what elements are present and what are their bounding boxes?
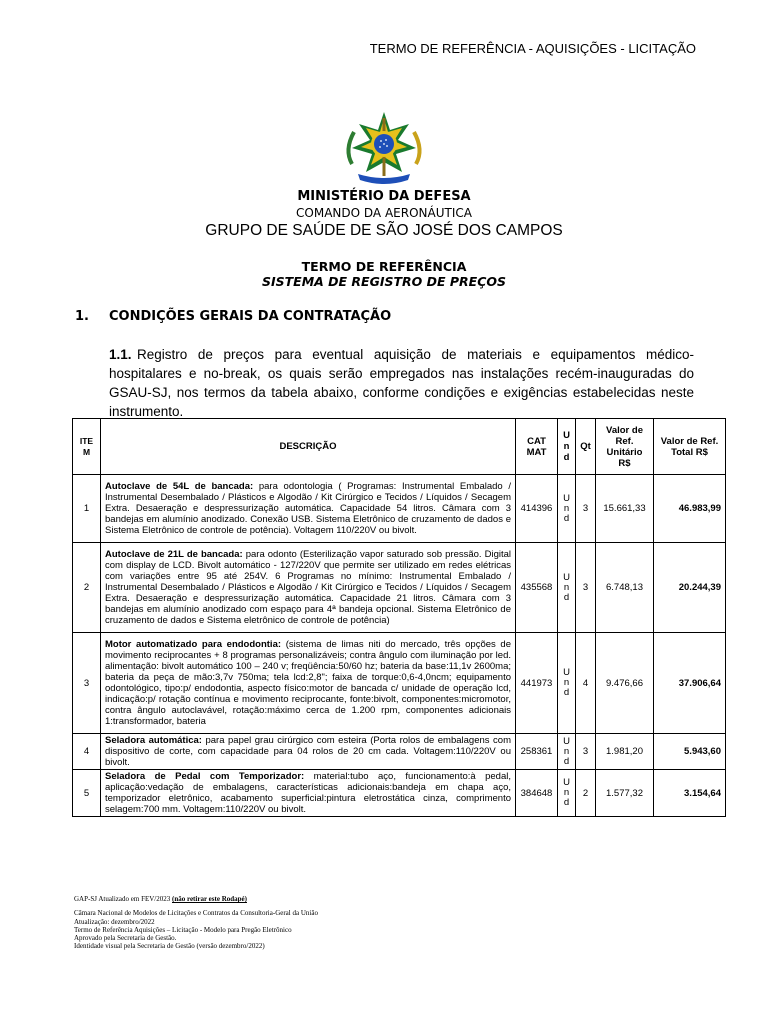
item-details: para odontologia ( Programas: Instrumental Embalado / Instrumental Desembalado / Plásticos e Algodão / Kit Cirúrgico e Tecidos / Líquidos / Secagem Extra. Desaeração e despressurização automática. Capacidade 54 litros. Câmara com 3 bandejas em alumínio anodizado. Conexão USB. Sistema Eletrônico de cruzamento de dados e Sistema Eletrônico de controle de potência). Voltagem 110/220V ou bivolt. xyxy=(105,481,511,536)
item-name: Autoclave de 21L de bancada: xyxy=(105,549,243,560)
coat-of-arms-emblem xyxy=(330,110,438,186)
table-row xyxy=(73,734,726,770)
cell-und: U n d xyxy=(558,770,576,817)
cell-description xyxy=(101,543,516,633)
section-paragraph xyxy=(109,345,694,421)
cell-qt: 3 xyxy=(576,543,596,633)
cell-qt: 2 xyxy=(576,770,596,817)
cell-qt: 4 xyxy=(576,633,596,734)
cell-und: U n d xyxy=(558,633,576,734)
cell-total-value: 20.244,39 xyxy=(654,543,726,633)
cell-description xyxy=(101,770,516,817)
ministry-name: MINISTÉRIO DA DEFESA xyxy=(297,189,471,204)
footer-line: Atualização: dezembro/2022 xyxy=(74,917,155,926)
page-footer xyxy=(74,895,474,951)
cell-item: 2 xyxy=(73,543,101,633)
cell-total-value: 46.983,99 xyxy=(654,475,726,543)
table-row xyxy=(73,543,726,633)
footer-update-note: GAP-SJ Atualizado em FEV/2023 xyxy=(74,895,172,903)
footer-line: Termo de Referência Aquisições – Licitação - Modelo para Pregão Eletrônico xyxy=(74,925,292,934)
section-title: CONDIÇÕES GERAIS DA CONTRATAÇÃO xyxy=(109,309,392,324)
cell-item: 5 xyxy=(73,770,101,817)
cell-total-value: 5.943,60 xyxy=(654,734,726,770)
header-unit-value: Valor de Ref. Unitário R$ xyxy=(596,419,654,475)
item-details: (sistema de limas niti do mercado, três opções de movimento reciprocantes + 8 programas personalizáveis; contra ângulo com iluminação por led. alimentação: bivolt automático 100 – 240 v; freqüência:50/60 hz; bateria da base:11,1v 2600ma; bateria da peça de mão:3,7v 750ma; tela lcd:2,8"; faixa de torque:0,6-4,0ncm; equipamento odontológico, tipo:p/ endodontia, aspecto físico:motor de bancada c/ unidade de operação lcd, indicação:p/ rotação contínua e movimento reciprocante, fonte:bivolt, componentes:micromotor, contra ângulo autoclavável, rotação:máximo cerca de 1.200 rpm, componentes adicionais 1:transformador, bateria xyxy=(105,639,511,727)
cell-unit-value: 6.748,13 xyxy=(596,543,654,633)
cell-item: 1 xyxy=(73,475,101,543)
table-row xyxy=(73,475,726,543)
cell-catmat: 435568 xyxy=(516,543,558,633)
item-name: Motor automatizado para endodontia: xyxy=(105,639,282,650)
footer-line: Aprovado pela Secretaria de Gestão. xyxy=(74,934,177,943)
command-name: COMANDO DA AERONÁUTICA xyxy=(296,206,472,220)
paragraph-text: Registro de preços para eventual aquisição de materiais e equipamentos médico-hospitalares e no-break, os quais serão empregados nas instalações recém-inauguradas do GSAU-SJ, nos termos da tabela abaixo, conforme condições e exigências estabelecidas neste instrumento. xyxy=(109,347,694,419)
item-name: Seladora automática: xyxy=(105,735,202,746)
paragraph-number: 1.1. xyxy=(109,347,132,362)
item-details: para papel grau cirúrgico com esteira (Porta rolos de embalagens com dispositivo de corte, com capacidade para 04 rolos de 20 cm cada. Voltagem:110/220V ou bivolt. xyxy=(105,735,511,768)
header-qt: Qt xyxy=(576,419,596,475)
section-number: 1. xyxy=(75,309,89,324)
cell-und: U n d xyxy=(558,543,576,633)
table-header-row xyxy=(73,419,726,475)
footer-warning: (não retirar este Rodapé) xyxy=(172,895,247,903)
cell-catmat: 384648 xyxy=(516,770,558,817)
header-item: ITE M xyxy=(73,419,101,475)
item-details: para odonto (Esterilização vapor saturado sob pressão. Digital com display de LCD. Bivolt automático - 127/220V que permite ser utilizado em redes elétricas com variações entre 95 até 254V. 6 Programas no mínimo: Instrumental Embalado / Instrumental Desembalado / Plásticos e Algodão / Kit Cirúrgico e Tecidos / Líquidos / Secagem Extra. Desaeração e despressurização automática. Capacidade 21 litros. Câmara com 3 bandejas em alumínio anodizado com espaço para 4ª bandeja opcional. Sistema Eletrônico de cruzamento de dados e Sistema eletrônico de controle de potência) xyxy=(105,549,512,626)
cell-description xyxy=(101,734,516,770)
cell-description xyxy=(101,633,516,734)
item-name: Seladora de Pedal com Temporizador: xyxy=(105,771,305,782)
cell-unit-value: 1.577,32 xyxy=(596,770,654,817)
cell-qt: 3 xyxy=(576,475,596,543)
cell-unit-value: 1.981,20 xyxy=(596,734,654,770)
header-total-value: Valor de Ref. Total R$ xyxy=(654,419,726,475)
header-catmat: CAT MAT xyxy=(516,419,558,475)
table-row xyxy=(73,770,726,817)
document-header-title: TERMO DE REFERÊNCIA - AQUISIÇÕES - LICITAÇÃO xyxy=(369,41,696,56)
cell-total-value: 3.154,64 xyxy=(654,770,726,817)
footer-line: Identidade visual pela Secretaria de Gestão (versão dezembro/2022) xyxy=(74,942,265,951)
cell-unit-value: 15.661,33 xyxy=(596,475,654,543)
cell-item: 4 xyxy=(73,734,101,770)
item-details: material:tubo aço, funcionamento:à pedal, aplicação:vedação de embalagens, características adicionais:bandeja em chapa aço, temporizador eletrônico, acabamento superficial:pintura eletrostática cinza, comprimento selagem:700 mm. Voltagem:110/220V ou bivolt. xyxy=(105,771,511,815)
cell-description xyxy=(101,475,516,543)
cell-catmat: 414396 xyxy=(516,475,558,543)
group-name: GRUPO DE SAÚDE DE SÃO JOSÉ DOS CAMPOS xyxy=(205,222,563,239)
item-name: Autoclave de 54L de bancada: xyxy=(105,481,254,492)
cell-catmat: 441973 xyxy=(516,633,558,734)
cell-total-value: 37.906,64 xyxy=(654,633,726,734)
header-und: U n d xyxy=(558,419,576,475)
cell-und: U n d xyxy=(558,734,576,770)
cell-unit-value: 9.476,66 xyxy=(596,633,654,734)
items-table xyxy=(72,418,726,817)
document-subtitle: SISTEMA DE REGISTRO DE PREÇOS xyxy=(261,274,507,289)
cell-catmat: 258361 xyxy=(516,734,558,770)
footer-line: Câmara Nacional de Modelos de Licitações e Contratos da Consultoria-Geral da União xyxy=(74,909,318,918)
cell-item: 3 xyxy=(73,633,101,734)
header-description: DESCRIÇÃO xyxy=(101,419,516,475)
cell-und: U n d xyxy=(558,475,576,543)
cell-qt: 3 xyxy=(576,734,596,770)
table-row xyxy=(73,633,726,734)
document-title: TERMO DE REFERÊNCIA xyxy=(301,259,467,274)
